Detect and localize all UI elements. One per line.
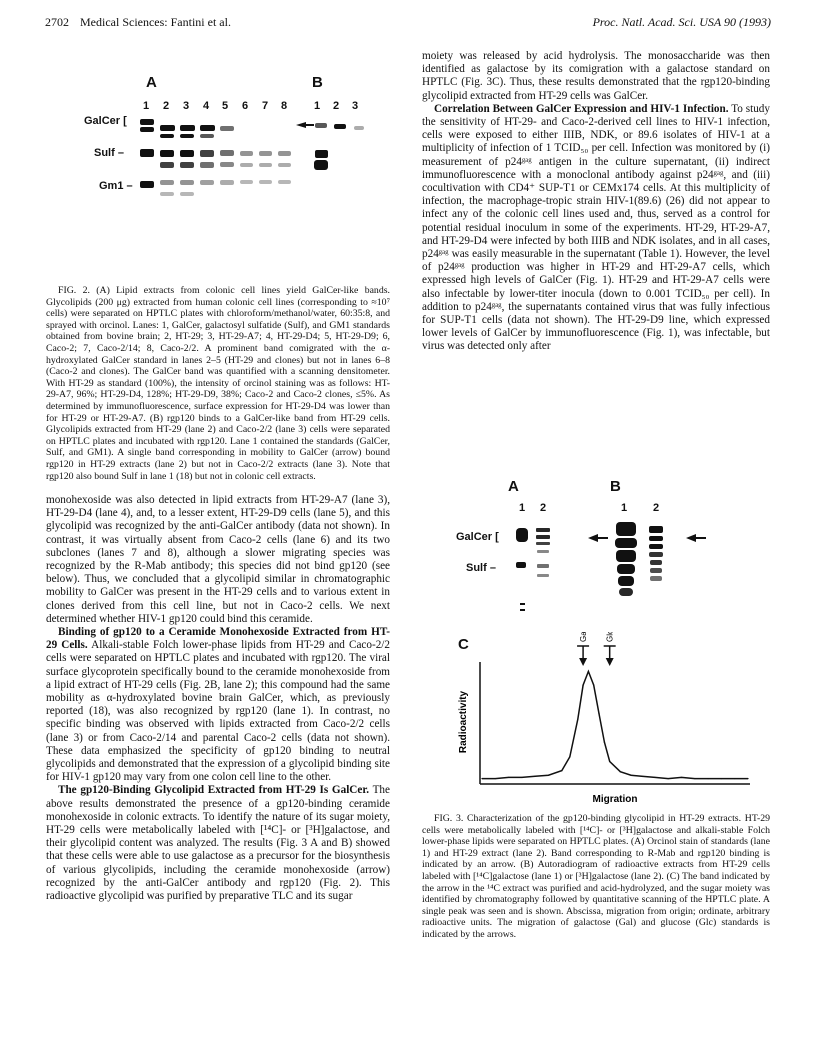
figure-2-caption: FIG. 2. (A) Lipid extracts from colonic cell lines yield GalCer-like bands. Glycolipids (200 μg) extracted from human colonic cell lines (corresponding to ≈10⁷ cells) were separated on HPTLC plates with chloroform/methanol/water, 60:35:8, and sprayed with orcinol. Lanes: 1, GalCer, galactosyl sulfatide (Sulf), and GM1 standards obtained from bovine brain; 2, HT-29; 3, HT-29-A7; 4, HT-29-D4; 5, HT-29-D9; 6, Caco-2; 7, Caco-2/14; 8, Caco-2/2. A prominent band comigrated with the α-hydroxylated GalCer standard in lanes 2–5 (HT-29 and clones) but not in lanes 6–8 (Caco-2 and clones). The GalCer band was quantified with a scanning densitometer. With HT-29 as standard (100%), the intensity of orcinol staining was as follows: HT-29-A7, 96%; HT-29-D4, 128%; HT-29-D9, 38%; Caco-2 and Caco-2 clones, ≤5%. As determined by immunofluorescence, surface expression for HT-29-D4 was lower than for HT-29 or HT-29-A7. (B) rgp120 binds to a GalCer-like band from HT-29 cells. Glycolipids extracted from HT-29 (lane 2) and Caco-2/2 (lane 3) cells were separated on HPTLC plates and incubated with rgp120. Lane 1 contained the standards (GalCer, Sulf, and GM1). A single band corresponding in mobility to GalCer (arrow) bound rgp120 in HT-29 extracts (lane 2) but not in Caco-2/2 extracts (lane 3). Note that rgp120 also bound Sulf in lane 1 (18) but not in colonic cell extracts. — [46, 285, 390, 482]
gel-band — [618, 576, 634, 586]
fig3-arrow — [588, 534, 598, 542]
fig3a-lane-label: 1 — [519, 502, 526, 514]
data-point — [548, 775, 549, 776]
data-point — [641, 776, 642, 777]
standard-label: Gal — [579, 632, 589, 642]
gel-band — [278, 163, 291, 167]
fig2b-lane-label: 1 — [314, 100, 321, 112]
data-point — [495, 778, 496, 779]
gel-band — [200, 150, 214, 157]
fig3-panel-b-label: B — [610, 478, 621, 495]
gel-band — [220, 150, 234, 156]
fig2-panel-a-label: A — [146, 74, 157, 91]
gel-band — [615, 538, 637, 548]
gel-band — [140, 119, 154, 125]
gel-band — [354, 126, 364, 130]
gel-band — [240, 180, 253, 184]
gel-band — [315, 150, 328, 158]
figure-3c — [430, 632, 770, 810]
gel-band — [278, 180, 291, 184]
section-heading: The gp120-Binding Glycolipid Extracted from HT-29 Is GalCer. — [58, 784, 370, 797]
data-point — [593, 685, 594, 686]
fig3-arrow — [686, 534, 696, 542]
data-point — [609, 761, 610, 762]
fig3b-lane-label: 2 — [653, 502, 660, 514]
figure-2 — [50, 70, 390, 270]
journal-citation: Proc. Natl. Acad. Sci. USA 90 (1993) — [592, 15, 771, 29]
gel-band — [314, 160, 328, 170]
data-point — [561, 770, 562, 771]
gel-band — [536, 542, 550, 545]
fig3-panel-c-label: C — [458, 636, 469, 653]
paragraph: The gp120-Binding Glycolipid Extracted from HT-29 Is GalCer. The above results demonstrated the presence of a gp120-binding ceramide monohexoside in colonic extracts. To identify the nature of its sugar moiety, HT-29 cells were metabolically labeled with [¹⁴C]- or [³H]galactose, and their glycolipid content was analyzed. The results (Fig. 3 A and B) showed that these cells were able to use galactose as a precursor for the biosynthesis of various glycolipids, including the ceramide monohexoside (arrow) recognized by the anti-GalCer antibody and rgp120 (Fig. 2). This radioactive glycolipid was purified by preparative TLC and its sugar — [46, 784, 390, 903]
gel-band — [536, 528, 550, 532]
gel-band — [160, 150, 174, 157]
fig3-sulf-label: Sulf – — [466, 562, 496, 574]
fig2a-lane-label: 2 — [163, 100, 170, 112]
left-column-text — [46, 494, 390, 903]
gel-band — [617, 564, 635, 574]
gel-band — [160, 134, 174, 138]
fig2b-lane-label: 2 — [333, 100, 340, 112]
fig2a-lane-label: 3 — [183, 100, 190, 112]
gel-band — [315, 123, 327, 128]
x-axis-label: Migration — [592, 794, 638, 805]
gel-band — [240, 151, 253, 156]
section-heading: Correlation Between GalCer Expression and HIV-1 Infection. — [434, 102, 729, 115]
fig2a-lane-label: 8 — [281, 100, 288, 112]
gel-band — [160, 162, 174, 168]
gel-band — [160, 192, 174, 196]
data-point — [620, 771, 621, 772]
standard-marker-gal — [577, 632, 589, 666]
data-point — [569, 756, 570, 757]
gel-band — [180, 150, 194, 157]
data-point — [577, 719, 578, 720]
gel-band — [537, 550, 549, 553]
gel-band — [220, 162, 234, 167]
data-point — [481, 778, 482, 779]
figure-3-gels — [430, 478, 770, 628]
gel-band — [140, 181, 154, 188]
radioactivity-series-line — [482, 671, 748, 778]
gel-band — [240, 163, 253, 167]
standard-marker-glc — [604, 632, 616, 666]
gel-band — [650, 560, 662, 565]
gel-band — [180, 162, 194, 168]
gel-band — [616, 522, 636, 536]
fig2a-lane-label: 7 — [262, 100, 269, 112]
gel-band — [259, 151, 272, 156]
page-number: 2702 — [45, 15, 69, 29]
gel-band — [180, 192, 194, 196]
gel-band — [180, 134, 194, 138]
paragraph: monohexoside was also detected in lipid extracts from HT-29-A7 (lane 3), HT-29-D4 (lane 4), and, to a lesser extent, HT-29-D9 cells (lane 5), and this glycolipid was recognized by the anti-GalCer antibody (data not shown). In contrast, it was virtually absent from Caco-2 cells (lane 6) and its two subclones (lanes 7 and 8), although a slower migrating species was recognized by the R-Mab antibody; this species did not bind gp120 (see below). Thus, we concluded that a glycolipid similar in chromatographic mobility to GalCer was present in the HT-29 cells and to various extent in clones derived from this cell line, but not in Caco-2 cells. We next determined whether HIV-1 gp120 could bind this ceramide. — [46, 494, 390, 625]
data-point — [630, 775, 631, 776]
gel-band — [649, 552, 663, 557]
gel-band — [200, 162, 214, 168]
gel-band — [649, 536, 663, 541]
paragraph: Correlation Between GalCer Expression and HIV-1 Infection. To study the sensitivity of HT-29- and Caco-2-derived cell lines to HIV-1 infection, cells were exposed to either IIIB, NDK, or 89.6 isolates of HIV-1 at a multiplicity of infection of 1 TCID₅₀ per cell. Infection was monitored by (i) measurement of p24ᵍᵃᵍ antigen in the culture supernatant, (ii) indirect immunofluorescence with a monoclonal antibody against p24ᵍᵃᵍ, and (iii) cocultivation with CD4⁺ SUP-T1 or CEMx174 cells. At this multiplicity of infection, the macrophage-tropic strain HIV-1(89.6) (26) did not appear to infect any of the colonic cell lines used and, thus, served as a control for potential residual inoculum in some of the experiments. HT-29, HT-29-A7, and HT-29-D4 were infected by both IIIB and NDK isolates, and in all cases, p24ᵍᵃᵍ was easily measurable in the supernatant (Table 1). However, the level of p24ᵍᵃᵍ production was higher in HT-29 and HT-29-A7 cells, which expressed high levels of GalCer (Fig. 1). HT-29 and HT-29-A7 cells were also infectable by lower-titer inocula (down to 0.001 TCID₅₀ per cell). In addition to p24ᵍᵃᵍ, the supernatants contained virus that was fully infectious for SUP-T1 cells (data not shown). The HT-29-D9 line, which expressed lower levels of GalCer by immunofluorescence (Fig. 1), was infectable, but virus was detected only after — [422, 102, 770, 353]
gel-band — [649, 544, 663, 549]
section-heading: Binding of gp120 to a Ceramide Monohexoside Extracted from HT-29 Cells. — [46, 626, 390, 652]
data-point — [708, 778, 709, 779]
gel-band — [140, 127, 154, 132]
fig3-galcer-label: GalCer [ — [456, 531, 499, 543]
gel-band — [650, 568, 662, 573]
data-point — [654, 777, 655, 778]
fig2a-lane-label: 5 — [222, 100, 229, 112]
gel-band — [180, 125, 195, 131]
gel-band — [220, 180, 234, 185]
gel-band — [536, 535, 550, 539]
paragraph: Binding of gp120 to a Ceramide Monohexoside Extracted from HT-29 Cells. Alkali-stable Folch lower-phase lipids from HT-29 and Caco-2/2 cells were separated on HPTLC plates and incubated with rgp120. The viral surface glycoprotein specifically bound to the ceramide monohexoside from a lipid extract of HT-29 cells (Fig. 2B, lane 2); this compound had the same mobility as α-hydroxylated bovine brain GalCer, which, as previously reported (18), was also recognized by rgp120 (lane 1). In contrast, no specific binding was observed with lipids extracted from Caco-2/2 cells (lane 3) or from Caco-2/14 and parental Caco-2 cells (data not shown). These data emphasized the specificity of gp120 binding to neutral glycolipids and demonstrated that the expression of a glycolipid binding site for HIV-1 gp120 may vary from one colon cell line to the other. — [46, 626, 390, 784]
gel-band — [619, 588, 633, 596]
gel-band — [278, 151, 291, 156]
data-point — [668, 778, 669, 779]
fig3b-lane-label: 1 — [621, 502, 628, 514]
data-point — [508, 777, 509, 778]
data-point — [694, 778, 695, 779]
fig3-panel-a-label: A — [508, 478, 519, 495]
gel-band — [334, 124, 346, 129]
data-point — [582, 685, 583, 686]
paragraph: moiety was released by acid hydrolysis. The monosaccharide was then identified as galactose by its comigration with a galactose standard on HPTLC (Fig. 3C). Thus, these results demonstrated that the rgp120-binding glycolipid extracted from HT-29 cells was GalCer. — [422, 50, 770, 102]
data-point — [588, 671, 589, 672]
fig2-arrow — [296, 122, 306, 128]
gel-band — [516, 528, 528, 542]
gel-band — [200, 134, 214, 138]
fig2a-lane-label: 4 — [203, 100, 210, 112]
gel-band — [140, 149, 154, 157]
fig2b-lane-label: 3 — [352, 100, 359, 112]
y-axis-label: Radioactivity — [458, 690, 469, 754]
gel-band — [259, 180, 272, 184]
fig3a-lane-label: 2 — [540, 502, 547, 514]
gel-band — [616, 550, 636, 562]
sulf-band-label: Sulf – — [94, 147, 124, 159]
figure-3-caption: FIG. 3. Characterization of the gp120-binding glycolipid in HT-29 extracts. HT-29 cells were metabolically labeled with [¹⁴C]- or [³H]galactose and alkali-stable Folch lower-phase lipids were separated on HPTLC plates. (A) Orcinol stain of standards (lane 1) and HT-29 extract (lane 2). Band corresponding to R-Mab and rgp120 binding is indicated by an arrow. (B) Autoradiogram of radioactive extracts from HT-29 cells labeled with [¹⁴C]galactose (lane 1) or [³H]galactose (lane 2). (C) The band indicated by the arrow in the ¹⁴C extract was purified and acid-hydrolyzed, and the sugar moiety was identified by chromatography followed by quantitative scanning of the HPTLC plate. A single peak was seen and is shown. Abscissa, migration from origin; ordinate, arbitrary radioactive units. The migration of galactose (Gal) and glucose (Glc) standards is indicated by the arrows. — [422, 813, 770, 940]
gel-band — [160, 180, 174, 185]
fig3-gel-image — [430, 478, 770, 628]
gel-band — [200, 125, 215, 131]
gm1-band-label: Gm1 – — [99, 180, 133, 192]
fig2a-bands — [140, 119, 291, 196]
gel-band — [200, 180, 214, 185]
gel-band — [516, 562, 526, 568]
section-title: Medical Sciences: Fantini et al. — [80, 15, 231, 29]
gel-band — [650, 576, 662, 581]
fig2a-lane-label: 1 — [143, 100, 150, 112]
gel-band — [520, 603, 525, 605]
data-point — [535, 776, 536, 777]
gel-band — [520, 609, 525, 611]
gel-band — [180, 180, 194, 185]
fig2-panel-b-label: B — [312, 74, 323, 91]
fig2a-lane-label: 6 — [242, 100, 249, 112]
data-point — [721, 778, 722, 779]
radioactivity-chart — [430, 632, 770, 810]
data-point — [521, 777, 522, 778]
data-point — [681, 777, 682, 778]
gel-band — [160, 125, 175, 131]
data-point — [604, 742, 605, 743]
galcer-band-label: GalCer [ — [84, 115, 127, 127]
standard-label: Glc — [605, 632, 615, 642]
gel-band — [259, 163, 272, 167]
fig2b-bands — [314, 123, 364, 170]
data-point — [598, 713, 599, 714]
right-column-text — [422, 50, 770, 354]
gel-band — [649, 526, 663, 533]
gel-band — [537, 564, 549, 568]
data-point — [734, 778, 735, 779]
data-point — [747, 778, 748, 779]
gel-band — [537, 574, 549, 577]
gel-band — [220, 126, 234, 131]
fig2-gel-image — [50, 70, 390, 270]
